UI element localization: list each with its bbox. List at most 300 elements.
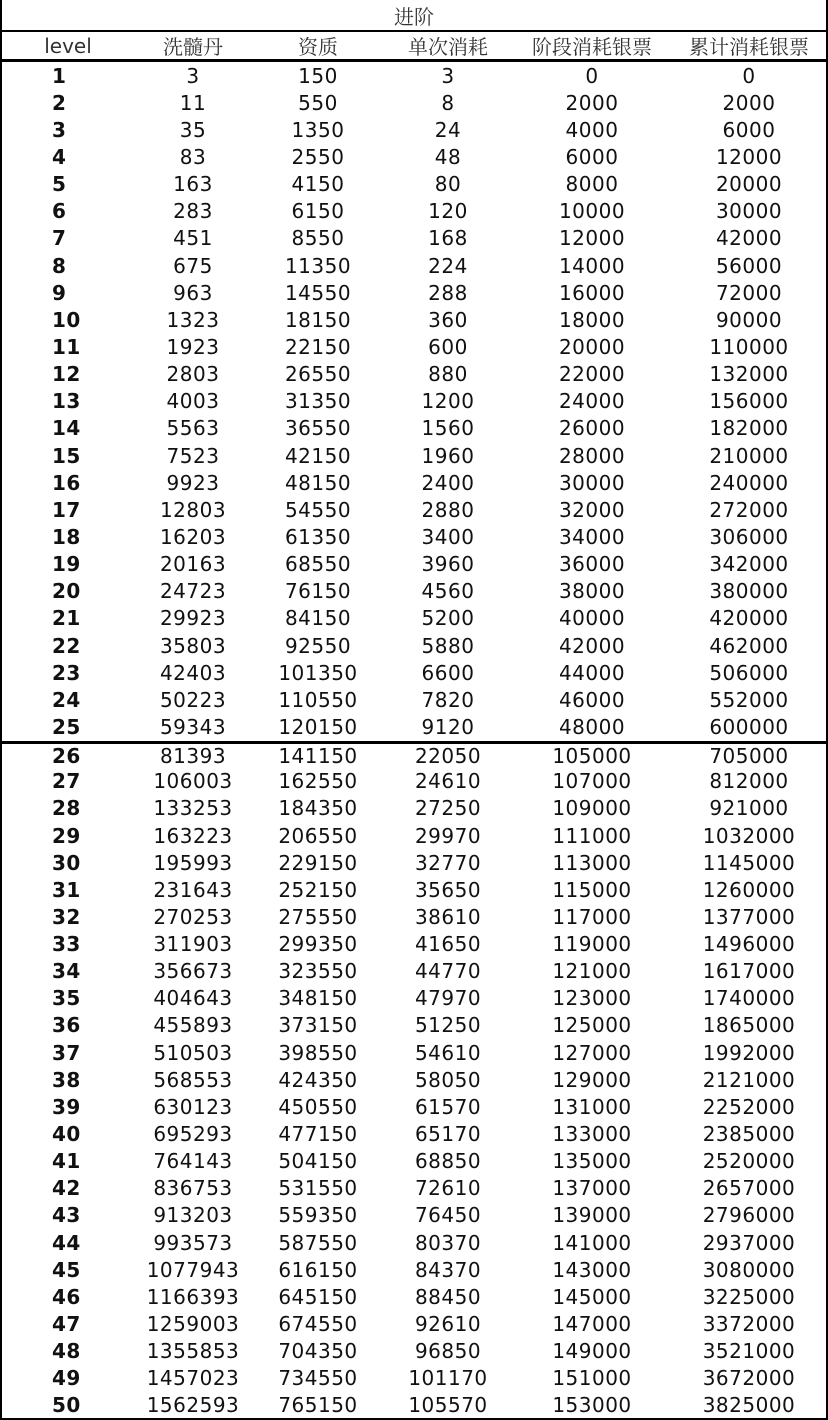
marrow-pill-cell: 675 (173, 253, 213, 278)
single-cost-cell: 4560 (421, 579, 475, 604)
single-cost-cell: 84370 (414, 1257, 482, 1282)
aptitude-cell: 6150 (291, 199, 345, 224)
single-cost-cell: 600 (428, 334, 468, 359)
cumulative-silver-cell: 1145000 (702, 850, 796, 875)
aptitude-cell: 162550 (278, 769, 358, 794)
level-cell: 5 (52, 172, 67, 197)
marrow-pill-cell: 20163 (159, 552, 227, 577)
cumulative-silver-cell: 2385000 (702, 1122, 796, 1147)
stage-silver-cell: 36000 (558, 552, 626, 577)
marrow-pill-cell: 7523 (166, 443, 220, 468)
header-cumulative-silver-cost: 累计消耗银票 (689, 35, 809, 59)
single-cost-cell: 61570 (414, 1094, 482, 1119)
marrow-pill-cell: 3 (186, 63, 200, 88)
single-cost-cell: 96850 (414, 1339, 482, 1364)
level-cell: 38 (52, 1067, 81, 1092)
aptitude-cell: 323550 (278, 959, 358, 984)
marrow-pill-cell: 1923 (166, 334, 220, 359)
stage-silver-cell: 40000 (558, 606, 626, 631)
single-cost-cell: 5880 (421, 633, 475, 658)
single-cost-cell: 105570 (408, 1393, 488, 1418)
marrow-pill-cell: 12803 (159, 497, 227, 522)
table-row (2, 876, 826, 903)
level-cell: 20 (52, 579, 81, 604)
table-row (2, 279, 826, 306)
single-cost-cell: 54610 (414, 1040, 482, 1065)
cumulative-silver-cell: 1496000 (702, 932, 796, 957)
marrow-pill-cell: 455893 (153, 1013, 233, 1038)
aptitude-cell: 110550 (278, 687, 358, 712)
table-row (2, 1256, 826, 1283)
cumulative-silver-cell: 2121000 (702, 1067, 796, 1092)
table-row (2, 469, 826, 496)
table-row (2, 1066, 826, 1093)
level-cell: 45 (52, 1257, 81, 1282)
marrow-pill-cell: 29923 (159, 606, 227, 631)
cumulative-silver-cell: 600000 (709, 714, 789, 739)
table-row (2, 1148, 826, 1175)
cumulative-silver-cell: 272000 (709, 497, 789, 522)
single-cost-cell: 3400 (421, 524, 475, 549)
aptitude-cell: 48150 (284, 470, 352, 495)
aptitude-cell: 4150 (291, 172, 345, 197)
stage-silver-cell: 113000 (552, 850, 632, 875)
header-marrow-pill: 洗髓丹 (163, 35, 223, 59)
single-cost-cell: 27250 (414, 796, 482, 821)
marrow-pill-cell: 1077943 (146, 1257, 240, 1282)
stage-silver-cell: 121000 (552, 959, 632, 984)
aptitude-cell: 348150 (278, 986, 358, 1011)
stage-silver-cell: 10000 (558, 199, 626, 224)
cumulative-silver-cell: 1377000 (702, 904, 796, 929)
marrow-pill-cell: 11 (179, 90, 207, 115)
table-row (2, 1093, 826, 1120)
cumulative-silver-cell: 1865000 (702, 1013, 796, 1038)
stage-silver-cell: 145000 (552, 1284, 632, 1309)
single-cost-cell: 101170 (408, 1366, 488, 1391)
stage-silver-cell: 18000 (558, 307, 626, 332)
stage-silver-cell: 24000 (558, 389, 626, 414)
table-row (2, 605, 826, 632)
table-row (2, 903, 826, 930)
table-body (2, 62, 826, 1419)
level-cell: 41 (52, 1149, 81, 1174)
aptitude-cell: 18150 (284, 307, 352, 332)
marrow-pill-cell: 764143 (153, 1149, 233, 1174)
single-cost-cell: 51250 (414, 1013, 482, 1038)
single-cost-cell: 32770 (414, 850, 482, 875)
cumulative-silver-cell: 132000 (709, 362, 789, 387)
cumulative-silver-cell: 72000 (715, 280, 783, 305)
aptitude-cell: 1350 (291, 117, 345, 142)
aptitude-cell: 531550 (278, 1176, 358, 1201)
stage-silver-cell: 133000 (552, 1122, 632, 1147)
cumulative-silver-cell: 90000 (715, 307, 783, 332)
marrow-pill-cell: 163223 (153, 823, 233, 848)
stage-silver-cell: 115000 (552, 877, 632, 902)
aptitude-cell: 11350 (284, 253, 352, 278)
level-cell: 27 (52, 769, 81, 794)
table-row (2, 741, 826, 768)
aptitude-cell: 424350 (278, 1067, 358, 1092)
marrow-pill-cell: 50223 (159, 687, 227, 712)
table-row (2, 632, 826, 659)
marrow-pill-cell: 35 (179, 117, 207, 142)
single-cost-cell: 1200 (421, 389, 475, 414)
level-cell: 21 (52, 606, 81, 631)
table-row (2, 62, 826, 89)
cumulative-silver-cell: 110000 (709, 334, 789, 359)
marrow-pill-cell: 16203 (159, 524, 227, 549)
cumulative-silver-cell: 2937000 (702, 1230, 796, 1255)
marrow-pill-cell: 836753 (153, 1176, 233, 1201)
marrow-pill-cell: 1166393 (146, 1284, 240, 1309)
cumulative-silver-cell: 12000 (715, 144, 783, 169)
level-cell: 6 (52, 199, 67, 224)
aptitude-cell: 477150 (278, 1122, 358, 1147)
aptitude-cell: 450550 (278, 1094, 358, 1119)
level-cell: 3 (52, 117, 67, 142)
marrow-pill-cell: 510503 (153, 1040, 233, 1065)
table-row (2, 1392, 826, 1419)
cumulative-silver-cell: 506000 (709, 660, 789, 685)
level-cell: 32 (52, 904, 81, 929)
cumulative-silver-cell: 30000 (715, 199, 783, 224)
aptitude-cell: 31350 (284, 389, 352, 414)
stage-silver-cell: 34000 (558, 524, 626, 549)
stage-silver-cell: 141000 (552, 1230, 632, 1255)
aptitude-cell: 252150 (278, 877, 358, 902)
single-cost-cell: 80 (434, 172, 462, 197)
marrow-pill-cell: 451 (173, 226, 213, 251)
table-row (2, 171, 826, 198)
level-cell: 47 (52, 1312, 81, 1337)
cumulative-silver-cell: 1740000 (702, 986, 796, 1011)
marrow-pill-cell: 913203 (153, 1203, 233, 1228)
marrow-pill-cell: 1457023 (146, 1366, 240, 1391)
header-level: level (44, 33, 92, 58)
stage-silver-cell: 125000 (552, 1013, 632, 1038)
table-row (2, 306, 826, 333)
marrow-pill-cell: 81393 (159, 743, 227, 768)
stage-silver-cell: 107000 (552, 769, 632, 794)
marrow-pill-cell: 59343 (159, 714, 227, 739)
single-cost-cell: 88450 (414, 1284, 482, 1309)
table-row (2, 89, 826, 116)
marrow-pill-cell: 231643 (153, 877, 233, 902)
table-row (2, 1039, 826, 1066)
cumulative-silver-cell: 156000 (709, 389, 789, 414)
table-row (2, 1120, 826, 1147)
table-row (2, 361, 826, 388)
level-cell: 28 (52, 796, 81, 821)
stage-silver-cell: 12000 (558, 226, 626, 251)
stage-silver-cell: 48000 (558, 714, 626, 739)
level-cell: 22 (52, 633, 81, 658)
level-cell: 25 (52, 714, 81, 739)
aptitude-cell: 704350 (278, 1339, 358, 1364)
marrow-pill-cell: 1355853 (146, 1339, 240, 1364)
level-cell: 16 (52, 470, 81, 495)
stage-silver-cell: 117000 (552, 904, 632, 929)
stage-silver-cell: 46000 (558, 687, 626, 712)
aptitude-cell: 36550 (284, 416, 352, 441)
level-cell: 50 (52, 1393, 81, 1418)
cumulative-silver-cell: 1260000 (702, 877, 796, 902)
level-cell: 14 (52, 416, 81, 441)
aptitude-cell: 101350 (278, 660, 358, 685)
aptitude-cell: 150 (298, 63, 338, 88)
aptitude-cell: 674550 (278, 1312, 358, 1337)
table-row (2, 116, 826, 143)
table-row (2, 1283, 826, 1310)
single-cost-cell: 2880 (421, 497, 475, 522)
cumulative-silver-cell: 2520000 (702, 1149, 796, 1174)
single-cost-cell: 360 (428, 307, 468, 332)
table-row (2, 795, 826, 822)
stage-silver-cell: 129000 (552, 1067, 632, 1092)
cumulative-silver-cell: 1992000 (702, 1040, 796, 1065)
cumulative-silver-cell: 210000 (709, 443, 789, 468)
table-row (2, 442, 826, 469)
cumulative-silver-cell: 380000 (709, 579, 789, 604)
single-cost-cell: 880 (428, 362, 468, 387)
stage-silver-cell: 105000 (552, 743, 632, 768)
single-cost-cell: 47970 (414, 986, 482, 1011)
table-row (2, 713, 826, 740)
header-stage-silver-cost: 阶段消耗银票 (532, 35, 652, 59)
stage-silver-cell: 109000 (552, 796, 632, 821)
aptitude-cell: 229150 (278, 850, 358, 875)
level-cell: 29 (52, 823, 81, 848)
stage-silver-cell: 38000 (558, 579, 626, 604)
stage-silver-cell: 22000 (558, 362, 626, 387)
level-cell: 1 (52, 63, 67, 88)
aptitude-cell: 141150 (278, 743, 358, 768)
level-cell: 24 (52, 687, 81, 712)
table-row (2, 496, 826, 523)
single-cost-cell: 168 (428, 226, 468, 251)
marrow-pill-cell: 83 (179, 144, 207, 169)
level-cell: 34 (52, 959, 81, 984)
cumulative-silver-cell: 2252000 (702, 1094, 796, 1119)
level-cell: 37 (52, 1040, 81, 1065)
aptitude-cell: 61350 (284, 524, 352, 549)
marrow-pill-cell: 195993 (153, 850, 233, 875)
level-cell: 35 (52, 986, 81, 1011)
stage-silver-cell: 137000 (552, 1176, 632, 1201)
aptitude-cell: 559350 (278, 1203, 358, 1228)
aptitude-cell: 275550 (278, 904, 358, 929)
aptitude-cell: 734550 (278, 1366, 358, 1391)
aptitude-cell: 550 (298, 90, 338, 115)
single-cost-cell: 29970 (414, 823, 482, 848)
cumulative-silver-cell: 306000 (709, 524, 789, 549)
marrow-pill-cell: 106003 (153, 769, 233, 794)
cumulative-silver-cell: 462000 (709, 633, 789, 658)
single-cost-cell: 1560 (421, 416, 475, 441)
marrow-pill-cell: 963 (173, 280, 213, 305)
table-row (2, 849, 826, 876)
single-cost-cell: 48 (434, 144, 462, 169)
level-cell: 31 (52, 877, 81, 902)
aptitude-cell: 42150 (284, 443, 352, 468)
marrow-pill-cell: 568553 (153, 1067, 233, 1092)
single-cost-cell: 8 (441, 90, 455, 115)
cumulative-silver-cell: 1617000 (702, 959, 796, 984)
table-row (2, 523, 826, 550)
cumulative-silver-cell: 812000 (709, 769, 789, 794)
stage-silver-cell: 20000 (558, 334, 626, 359)
table-row (2, 388, 826, 415)
marrow-pill-cell: 311903 (153, 932, 233, 957)
single-cost-cell: 6600 (421, 660, 475, 685)
single-cost-cell: 41650 (414, 932, 482, 957)
stage-silver-cell: 6000 (565, 144, 619, 169)
stage-silver-cell: 42000 (558, 633, 626, 658)
single-cost-cell: 22050 (414, 743, 482, 768)
single-cost-cell: 35650 (414, 877, 482, 902)
table-row (2, 822, 826, 849)
table-row (2, 985, 826, 1012)
stage-silver-cell: 2000 (565, 90, 619, 115)
level-cell: 46 (52, 1284, 81, 1309)
cumulative-silver-cell: 552000 (709, 687, 789, 712)
table-row (2, 143, 826, 170)
stage-silver-cell: 135000 (552, 1149, 632, 1174)
table-row (2, 768, 826, 795)
marrow-pill-cell: 24723 (159, 579, 227, 604)
aptitude-cell: 120150 (278, 714, 358, 739)
table-row (2, 578, 826, 605)
cumulative-silver-cell: 3372000 (702, 1312, 796, 1337)
single-cost-cell: 65170 (414, 1122, 482, 1147)
stage-silver-cell: 30000 (558, 470, 626, 495)
cumulative-silver-cell: 2000 (722, 90, 776, 115)
single-cost-cell: 58050 (414, 1067, 482, 1092)
level-cell: 42 (52, 1176, 81, 1201)
cumulative-silver-cell: 705000 (709, 743, 789, 768)
header-single-cost: 单次消耗 (408, 35, 488, 59)
stage-silver-cell: 143000 (552, 1257, 632, 1282)
level-cell: 4 (52, 144, 67, 169)
single-cost-cell: 92610 (414, 1312, 482, 1337)
stage-silver-cell: 4000 (565, 117, 619, 142)
marrow-pill-cell: 2803 (166, 362, 220, 387)
stage-silver-cell: 26000 (558, 416, 626, 441)
marrow-pill-cell: 1259003 (146, 1312, 240, 1337)
aptitude-cell: 14550 (284, 280, 352, 305)
aptitude-cell: 587550 (278, 1230, 358, 1255)
single-cost-cell: 120 (428, 199, 468, 224)
single-cost-cell: 44770 (414, 959, 482, 984)
table-row (2, 1202, 826, 1229)
marrow-pill-cell: 404643 (153, 986, 233, 1011)
marrow-pill-cell: 163 (173, 172, 213, 197)
marrow-pill-cell: 5563 (166, 416, 220, 441)
stage-silver-cell: 44000 (558, 660, 626, 685)
stage-silver-cell: 139000 (552, 1203, 632, 1228)
cumulative-silver-cell: 3080000 (702, 1257, 796, 1282)
cumulative-silver-cell: 2657000 (702, 1176, 796, 1201)
level-cell: 39 (52, 1094, 81, 1119)
aptitude-cell: 206550 (278, 823, 358, 848)
marrow-pill-cell: 630123 (153, 1094, 233, 1119)
level-cell: 9 (52, 280, 67, 305)
stage-silver-cell: 151000 (552, 1366, 632, 1391)
level-cell: 49 (52, 1366, 81, 1391)
table-row (2, 1229, 826, 1256)
header-aptitude: 资质 (298, 35, 338, 59)
single-cost-cell: 7820 (421, 687, 475, 712)
marrow-pill-cell: 270253 (153, 904, 233, 929)
marrow-pill-cell: 42403 (159, 660, 227, 685)
level-cell: 36 (52, 1013, 81, 1038)
table-row (2, 1365, 826, 1392)
aptitude-cell: 8550 (291, 226, 345, 251)
marrow-pill-cell: 1562593 (146, 1393, 240, 1418)
single-cost-cell: 2400 (421, 470, 475, 495)
stage-silver-cell: 0 (585, 63, 599, 88)
marrow-pill-cell: 9923 (166, 470, 220, 495)
level-cell: 26 (52, 743, 81, 768)
level-cell: 10 (52, 307, 81, 332)
table-row (2, 198, 826, 225)
table-row (2, 551, 826, 578)
table-row (2, 1012, 826, 1039)
cumulative-silver-cell: 3825000 (702, 1393, 796, 1418)
cumulative-silver-cell: 240000 (709, 470, 789, 495)
cumulative-silver-cell: 42000 (715, 226, 783, 251)
cumulative-silver-cell: 20000 (715, 172, 783, 197)
table-row (2, 1310, 826, 1337)
aptitude-cell: 54550 (284, 497, 352, 522)
stage-silver-cell: 8000 (565, 172, 619, 197)
aptitude-cell: 22150 (284, 334, 352, 359)
marrow-pill-cell: 133253 (153, 796, 233, 821)
aptitude-cell: 373150 (278, 1013, 358, 1038)
aptitude-cell: 26550 (284, 362, 352, 387)
level-cell: 11 (52, 334, 81, 359)
level-cell: 13 (52, 389, 81, 414)
cumulative-silver-cell: 3225000 (702, 1284, 796, 1309)
cumulative-silver-cell: 182000 (709, 416, 789, 441)
single-cost-cell: 1960 (421, 443, 475, 468)
single-cost-cell: 72610 (414, 1176, 482, 1201)
stage-silver-cell: 147000 (552, 1312, 632, 1337)
level-cell: 18 (52, 524, 81, 549)
single-cost-cell: 76450 (414, 1203, 482, 1228)
table-row (2, 1338, 826, 1365)
cumulative-silver-cell: 921000 (709, 796, 789, 821)
level-cell: 7 (52, 226, 67, 251)
level-cell: 2 (52, 90, 67, 115)
single-cost-cell: 5200 (421, 606, 475, 631)
cumulative-silver-cell: 1032000 (702, 823, 796, 848)
table-row (2, 659, 826, 686)
aptitude-cell: 398550 (278, 1040, 358, 1065)
table-row (2, 1175, 826, 1202)
aptitude-cell: 616150 (278, 1257, 358, 1282)
single-cost-cell: 68850 (414, 1149, 482, 1174)
marrow-pill-cell: 1323 (166, 307, 220, 332)
cumulative-silver-cell: 56000 (715, 253, 783, 278)
stage-silver-cell: 149000 (552, 1339, 632, 1364)
marrow-pill-cell: 35803 (159, 633, 227, 658)
stage-silver-cell: 153000 (552, 1393, 632, 1418)
single-cost-cell: 288 (428, 280, 468, 305)
cumulative-silver-cell: 3521000 (702, 1339, 796, 1364)
